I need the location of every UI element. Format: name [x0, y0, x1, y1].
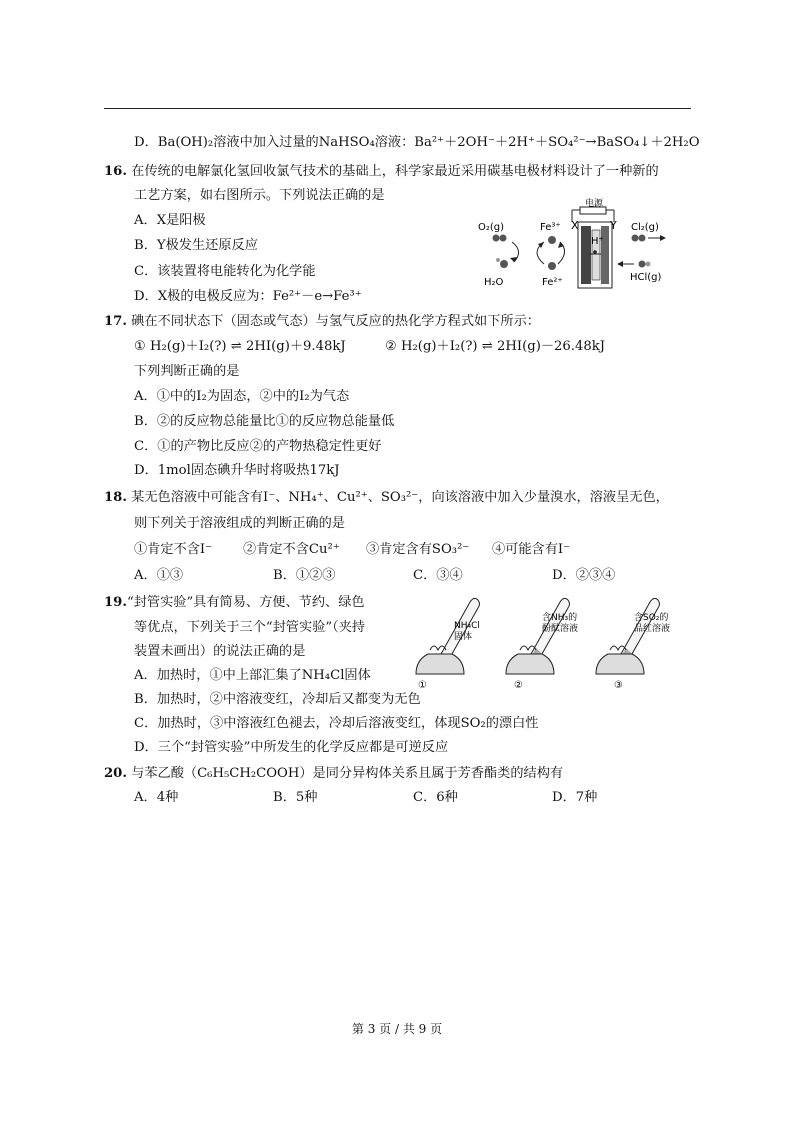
tube-1-label-a: NH₄Cl — [454, 621, 480, 631]
q19-option-d: D．三个“封管实验”中所发生的化学反应都是可逆反应 — [134, 740, 449, 755]
q17-judge: 下列判断正确的是 — [134, 364, 240, 379]
fe2-label: Fe²⁺ — [542, 277, 563, 288]
q18-stem-text: 某无色溶液中可能含有I⁻、NH₄⁺、Cu²⁺、SO₃²⁻，向该溶液中加入少量溴水，溶液呈无色， — [131, 490, 669, 505]
tube-3 — [596, 598, 670, 691]
q19-option-c: C．加热时，③中溶液红色褪去，冷却后溶液变红，体现SO₂的漂白性 — [134, 716, 539, 731]
tube-3-number: ③ — [614, 680, 623, 691]
q18-statement-3: ③肯定含有SO₃²⁻ — [366, 542, 470, 557]
page-footer: 第 3 页 / 共 9 页 — [351, 1022, 443, 1036]
q18-option-c: C．③④ — [413, 568, 463, 583]
q16-stem-text: 在传统的电解氯化氢回收氯气技术的基础上，科学家最近采用碳基电极材料设计了一种新的 — [131, 164, 659, 179]
tube-1 — [416, 598, 480, 691]
tube-1-number: ① — [418, 680, 427, 691]
q17-option-b: B．②的反应物总能量比①的反应物总能量低 — [134, 414, 395, 429]
electrode-y-label: Y — [610, 219, 617, 232]
q17-option-a: A．①中的I₂为固态，②中的I₂为气态 — [134, 389, 350, 404]
tube-2-number: ② — [514, 680, 523, 691]
tube-3-label-a: 含SO₂的 — [634, 613, 669, 623]
q17-option-c: C．①的产物比反应②的产物热稳定性更好 — [134, 439, 382, 454]
q19-option-a: A．加热时，①中上部汇集了NH₄Cl固体 — [134, 668, 371, 683]
tube-2-label-a: 含NH₃的 — [542, 613, 578, 623]
hcl-label: HCl(g) — [630, 272, 662, 283]
q16-option-b: B．Y极发生还原反应 — [134, 238, 258, 253]
q16-option-d: D．X极的电极反应为：Fe²⁺－e→Fe³⁺ — [134, 289, 362, 304]
q18-option-d: D．②③④ — [552, 568, 616, 583]
q15-option-d: D．Ba(OH)₂溶液中加入过量的NaHSO₄溶液：Ba²⁺＋2OH⁻＋2H⁺＋SO₄²⁻→BaSO₄↓＋2H₂O — [134, 135, 700, 150]
tube-3-label-b: 品红溶液 — [634, 624, 671, 634]
q18-number: 18. — [104, 490, 127, 505]
q18-statement-2: ②肯定不含Cu²⁺ — [243, 542, 340, 557]
q17-stem — [104, 312, 540, 332]
electrolysis-diagram — [474, 196, 674, 296]
q16-stem-line2: 工艺方案，如右图所示。下列说法正确的是 — [134, 188, 385, 203]
q17-option-d: D．1mol固态碘升华时将吸热17kJ — [134, 463, 340, 478]
q19-number: 19. — [104, 595, 127, 610]
q16-number: 16. — [104, 164, 127, 179]
q20-stem-text: 与苯乙酸（C₆H₅CH₂COOH）是同分异构体关系且属于芳香酯类的结构有 — [131, 766, 564, 781]
header-rule — [104, 108, 691, 109]
proton-label: H⁺ — [591, 236, 604, 247]
sealed-tube-experiments — [408, 588, 688, 692]
q20-option-a: A．4种 — [134, 790, 179, 805]
q17-stem-text: 碘在不同状态下（固态或气态）与氢气反应的热化学方程式如下所示： — [131, 314, 540, 329]
q19-stem-line2: 等优点，下列关于三个“封管实验”（夹持 — [134, 620, 366, 635]
q16-option-a: A．X是阳极 — [134, 213, 206, 228]
q20-stem — [104, 764, 563, 784]
q18-stem-line2: 则下列关于溶液组成的判断正确的是 — [134, 516, 345, 531]
q18-statement-4: ④可能含有I⁻ — [492, 542, 571, 557]
o2-label: O₂(g) — [478, 222, 505, 233]
tube-1-label-b: 固体 — [454, 632, 473, 642]
cl2-label: Cl₂(g) — [631, 222, 659, 233]
q20-number: 20. — [104, 766, 127, 781]
q19-stem-text: “封管实验”具有简易、方便、节约、绿色 — [126, 595, 365, 610]
q20-option-d: D．7种 — [552, 790, 598, 805]
q17-equation-1: ① H₂(g)＋I₂(?) ⇌ 2HI(g)＋9.48kJ — [134, 339, 346, 354]
q20-option-c: C．6种 — [413, 790, 458, 805]
electrode-x-label: X — [571, 219, 579, 232]
q19-option-b: B．加热时，②中溶液变红，冷却后又都变为无色 — [134, 692, 421, 707]
tube-2 — [506, 598, 578, 691]
q18-stem-line1 — [104, 488, 669, 508]
q20-option-b: B．5种 — [273, 790, 318, 805]
power-label: 电源 — [585, 199, 604, 209]
q18-option-a: A．①③ — [134, 568, 184, 583]
q19-stem-line3: 装置未画出）的说法正确的是 — [134, 644, 306, 659]
q17-equation-2: ② H₂(g)＋I₂(?) ⇌ 2HI(g)－26.48kJ — [385, 339, 606, 354]
q17-number: 17. — [104, 314, 127, 329]
q18-statement-1: ①肯定不含I⁻ — [134, 542, 213, 557]
q18-option-b: B．①②③ — [273, 568, 336, 583]
h2o-label: H₂O — [484, 277, 504, 288]
q16-option-c: C．该装置将电能转化为化学能 — [134, 264, 316, 279]
q19-stem-line1 — [104, 593, 365, 613]
q16-stem-line1 — [104, 162, 659, 182]
fe3-label: Fe³⁺ — [540, 222, 561, 233]
tube-2-label-b: 酚酞溶液 — [542, 624, 579, 634]
